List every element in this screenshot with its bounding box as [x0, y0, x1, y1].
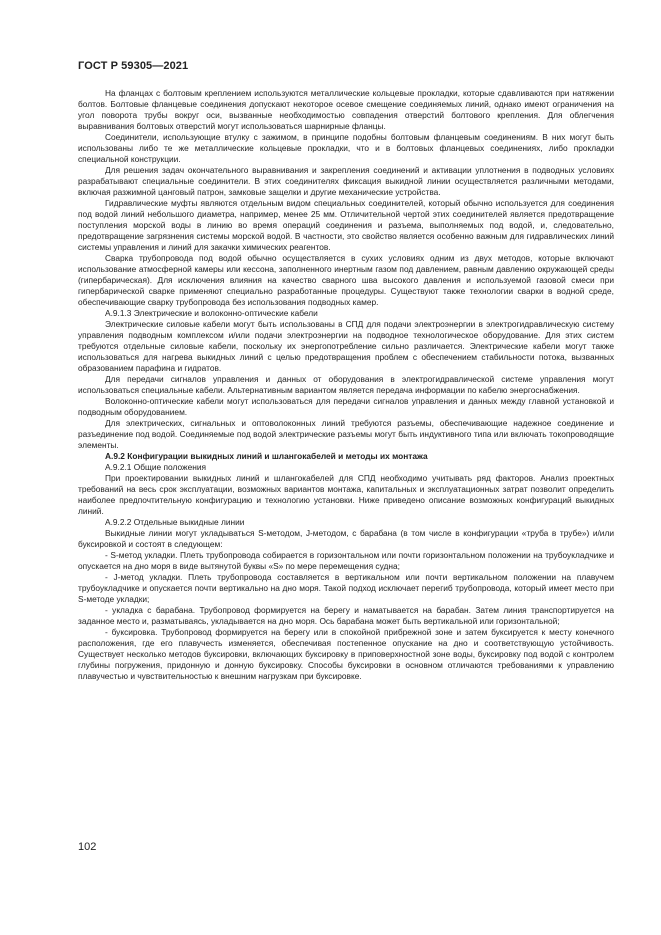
section-heading: А.9.2.2 Отдельные выкидные линии [105, 517, 245, 527]
list-item: - укладка с барабана. Трубопровод формируется на берегу и наматывается на барабан. Затем линия транспортируется на заданное место и, разматываясь, укладывается на дно моря. Ось барабана может быть вертикальной или горизонтальной; [78, 605, 614, 626]
list-item: - S-метод укладки. Плеть трубопровода собирается в горизонтальном или почти горизонтальном положении на трубоукладчике и опускается на дно моря в виде вытянутой буквы «S» по мере перемещения судна; [78, 550, 614, 571]
section-heading: А.9.1.3 Электрические и волоконно-оптические кабели [105, 308, 318, 318]
paragraph: Для передачи сигналов управления и данных от оборудования в электрогидравлической системе управления могут использоваться специальные кабели. Альтернативным вариантом является передача информации по кабелю энергоснабжения. [78, 374, 614, 395]
paragraph: Электрические силовые кабели могут быть использованы в СПД для подачи электроэнергии в электрогидравлическую систему управления подводным комплексом и/или подачи электроэнергии на подводное технологическое оборудование. Для этих систем требуются отдельные силовые кабели, поскольку их энергопотребление сильно различается. Электрические кабели могут также использоваться для нагрева выкидных линий с целью предотвращения проблем с обеспечением стабильности потока, вызванных образованием парафина и гидратов. [78, 319, 614, 373]
paragraph: Для электрических, сигнальных и оптоволоконных линий требуются разъемы, обеспечивающие надежное соединение и разъединение под водой. Соединяемые под водой электрические разъемы могут быть индуктивного типа или включать токопроводящие элементы. [78, 418, 614, 450]
paragraph: Сварка трубопровода под водой обычно осуществляется в сухих условиях одним из двух методов, которые включают использование атмосферной камеры или кессона, заполненного инертным газом под давлением, равным давлению окружающей среды (гипербарическая). Для исключения влияния на качество сварного шва высокого давления и используемой газовой смеси при гипербарической сварке применяют специально разработанные процедуры. Существуют также технологии сварки в водной среде, обеспечивающие сварку трубопровода без использования подводных камер. [78, 253, 614, 307]
page-number: 102 [78, 841, 97, 853]
document-header: ГОСТ Р 59305—2021 [78, 60, 189, 72]
paragraph: Волоконно-оптические кабели могут использоваться для передачи сигналов управления и данных между главной установкой и подводным оборудованием. [78, 396, 614, 417]
paragraph: Гидравлические муфты являются отдельным видом специальных соединителей, который обычно используется для соединения под водой линий небольшого диаметра, например, менее 25 мм. Отличительной чертой этих соединителей является предотвращение поступления морской воды в линию во время операций соединения и разъема, выполняемых под водой, и, следовательно, предотвращение загрязнения системы морской водой. В частности, это свойство является особенно важным для гидравлических линий системы управления и линий для закачки химических реагентов. [78, 198, 614, 252]
paragraph: Выкидные линии могут укладываться S-методом, J-методом, с барабана (в том числе в конфигурации «труба в трубе») и/или буксировкой и состоят в следующем: [78, 528, 614, 549]
document-body [78, 88, 614, 682]
paragraph: Для решения задач окончательного выравнивания и закрепления соединений и активации уплотнения в подводных условиях разрабатывают специальные соединители. В этих соединителях фиксация выкидной линии осуществляется различными методами, включая разжимной цанговый патрон, замковые защелки и другие механические устройства. [78, 165, 614, 197]
list-item: - буксировка. Трубопровод формируется на берегу или в спокойной прибрежной зоне и затем буксируется к месту конечного расположения, где его плавучесть изменяется, обеспечивая постепенное опускание на дно и соответствующую устойчивость. Существует несколько методов буксировки, включающих буксировку в приповерхностной зоне воды, буксировку под водой с контролем глубины погружения, придонную и донную буксировку. Способы буксировки в основном отличаются требованиями к управлению плавучестью и чувствительностью к внешним нагрузкам при буксировке. [78, 627, 614, 681]
paragraph: Соединители, использующие втулку с зажимом, в принципе подобны болтовым фланцевым соединениям. В них могут быть использованы либо те же металлические кольцевые прокладки, что и в болтовых фланцевых соединениях, либо прокладки специальной конструкции. [78, 132, 614, 164]
paragraph: При проектировании выкидных линий и шлангокабелей для СПД необходимо учитывать ряд факторов. Анализ проектных требований на весь срок эксплуатации, возможных вариантов монтажа, капитальных и эксплуатационных затрат позволит определить наиболее предпочтительную конфигурацию и технологию установки. Ниже приведено описание возможных конфигураций выкидных линий. [78, 473, 614, 516]
section-heading-bold: А.9.2 Конфигурации выкидных линий и шлангокабелей и методы их монтажа [105, 451, 428, 461]
section-heading: А.9.2.1 Общие положения [105, 462, 207, 472]
list-item: - J-метод укладки. Плеть трубопровода составляется в вертикальном или почти вертикальном положении на плавучем трубоукладчике и опускается почти вертикально на дно моря. Такой подход исключает перегиб трубопровода, который имеет место при S-методе укладки; [78, 572, 614, 604]
paragraph: На фланцах с болтовым креплением используются металлические кольцевые прокладки, которые сдавливаются при натяжении болтов. Болтовые фланцевые соединения допускают некоторое осевое смещение соединяемых линий, однако имеют ограничения на угол поворота трубы вокруг оси, вызванные необходимостью совпадения отверстий болтового крепления. Для облегчения выравнивания болтовых отверстий могут использоваться шарнирные фланцы. [78, 88, 614, 131]
